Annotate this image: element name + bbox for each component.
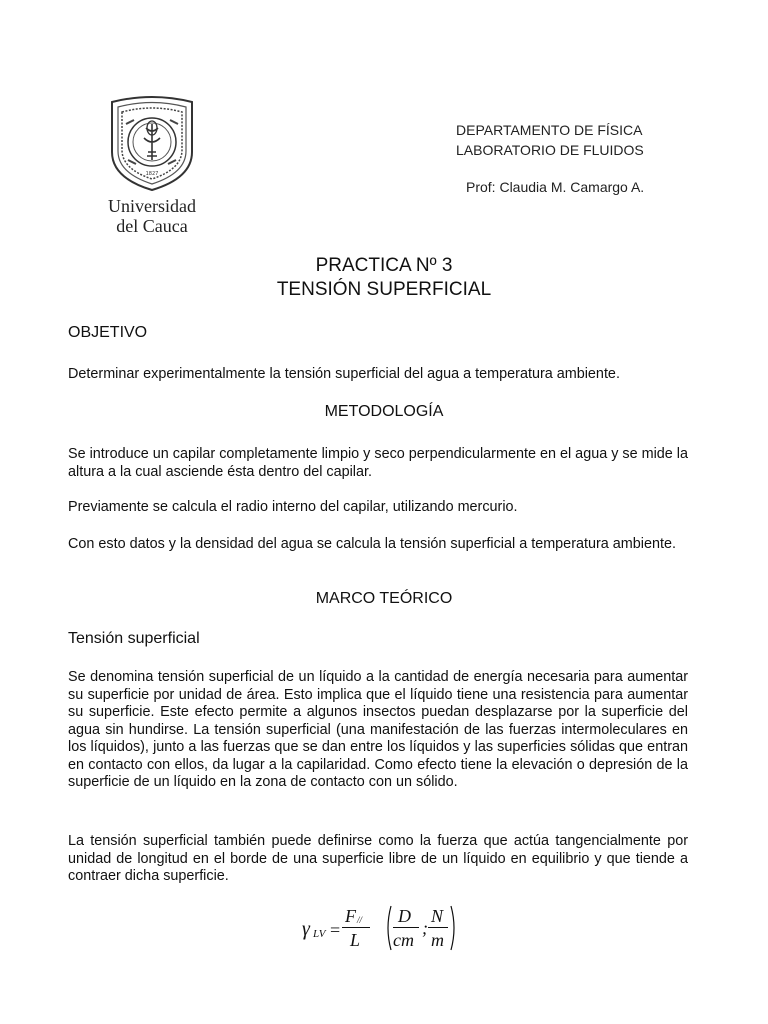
metodologia-paragraph-1: Se introduce un capilar completamente limpio y seco perpendicularmente en el agua y se mide la altura a la cual asciende ésta dentro del capilar. xyxy=(68,446,688,480)
formula-unit1-bar xyxy=(393,927,419,928)
heading-objetivo: OBJETIVO xyxy=(68,324,148,341)
university-name xyxy=(92,196,212,236)
lab-name: LABORATORIO DE FLUIDOS xyxy=(456,142,644,158)
formula-gamma: γ xyxy=(302,918,310,940)
formula-unit2-bar xyxy=(428,927,448,928)
formula-denominator: L xyxy=(350,930,361,950)
metodologia-paragraph-3: Con esto datos y la densidad del agua se calcula la tensión superficial a temperatura ambiente. xyxy=(68,536,676,552)
title-line2: TENSIÓN SUPERFICIAL xyxy=(276,279,492,300)
right-paren-icon xyxy=(450,904,458,952)
department-header xyxy=(456,120,644,197)
formula-fraction-bar xyxy=(342,927,370,928)
title-line1: PRACTICA Nº 3 xyxy=(315,255,453,276)
department-name: DEPARTAMENTO DE FÍSICA xyxy=(456,122,643,138)
university-name-line2: del Cauca xyxy=(116,216,188,236)
heading-metodologia: METODOLOGÍA xyxy=(324,403,444,420)
metodologia-paragraph-2: Previamente se calcula el radio interno del capilar, utilizando mercurio. xyxy=(68,499,518,515)
formula-unit1-numerator: D xyxy=(398,906,411,926)
formula-unit2-numerator: N xyxy=(431,906,444,926)
seal-year: 1827 xyxy=(145,171,159,177)
university-logo xyxy=(92,94,212,236)
marco-paragraph-2: La tensión superficial también puede definirse como la fuerza que actúa tangencialmente por unidad de longitud en el borde de una superficie libre de un líquido en equilibrio y que tiende a contraer dicha superficie. xyxy=(68,833,688,884)
surface-tension-formula xyxy=(300,904,480,952)
subheading-tension-superficial: Tensión superficial xyxy=(68,630,200,647)
left-paren-icon xyxy=(384,904,392,952)
formula-separator: ; xyxy=(422,918,428,938)
formula-gamma-subscript: LV xyxy=(313,928,326,940)
heading-marco-teorico: MARCO TEÓRICO xyxy=(315,590,453,607)
formula-numerator: F xyxy=(345,906,356,926)
formula-numerator-subscript: // xyxy=(357,915,363,925)
formula-equals: = xyxy=(330,920,341,940)
objetivo-text: Determinar experimentalmente la tensión superficial del agua a temperatura ambiente. xyxy=(68,366,620,382)
marco-paragraph-1: Se denomina tensión superficial de un líquido a la cantidad de energía necesaria para aumentar su superficie por unidad de área. Esto implica que el líquido tiene una resistencia para aumentar su superficie. Este efecto permite a algunos insectos puedan desplazarse por la superficie del agua sin hundirse. La tensión superficial (una manifestación de las fuerzas intermoleculares en los líquidos), junto a las fuerzas que se dan entre los líquidos y las superficies sólidas que entran en contacto con ellos, da lugar a la capilaridad. Como efecto tiene la elevación o depresión de la superficie de un líquido en la zona de contacto con un sólido. xyxy=(68,669,688,790)
formula-unit1-denominator: cm xyxy=(393,930,414,950)
university-seal-icon xyxy=(106,94,198,192)
formula-unit2-denominator: m xyxy=(431,930,444,950)
professor-name: Prof: Claudia M. Camargo A. xyxy=(466,179,645,195)
page-title xyxy=(0,254,768,302)
university-name-line1: Universidad xyxy=(108,196,196,216)
